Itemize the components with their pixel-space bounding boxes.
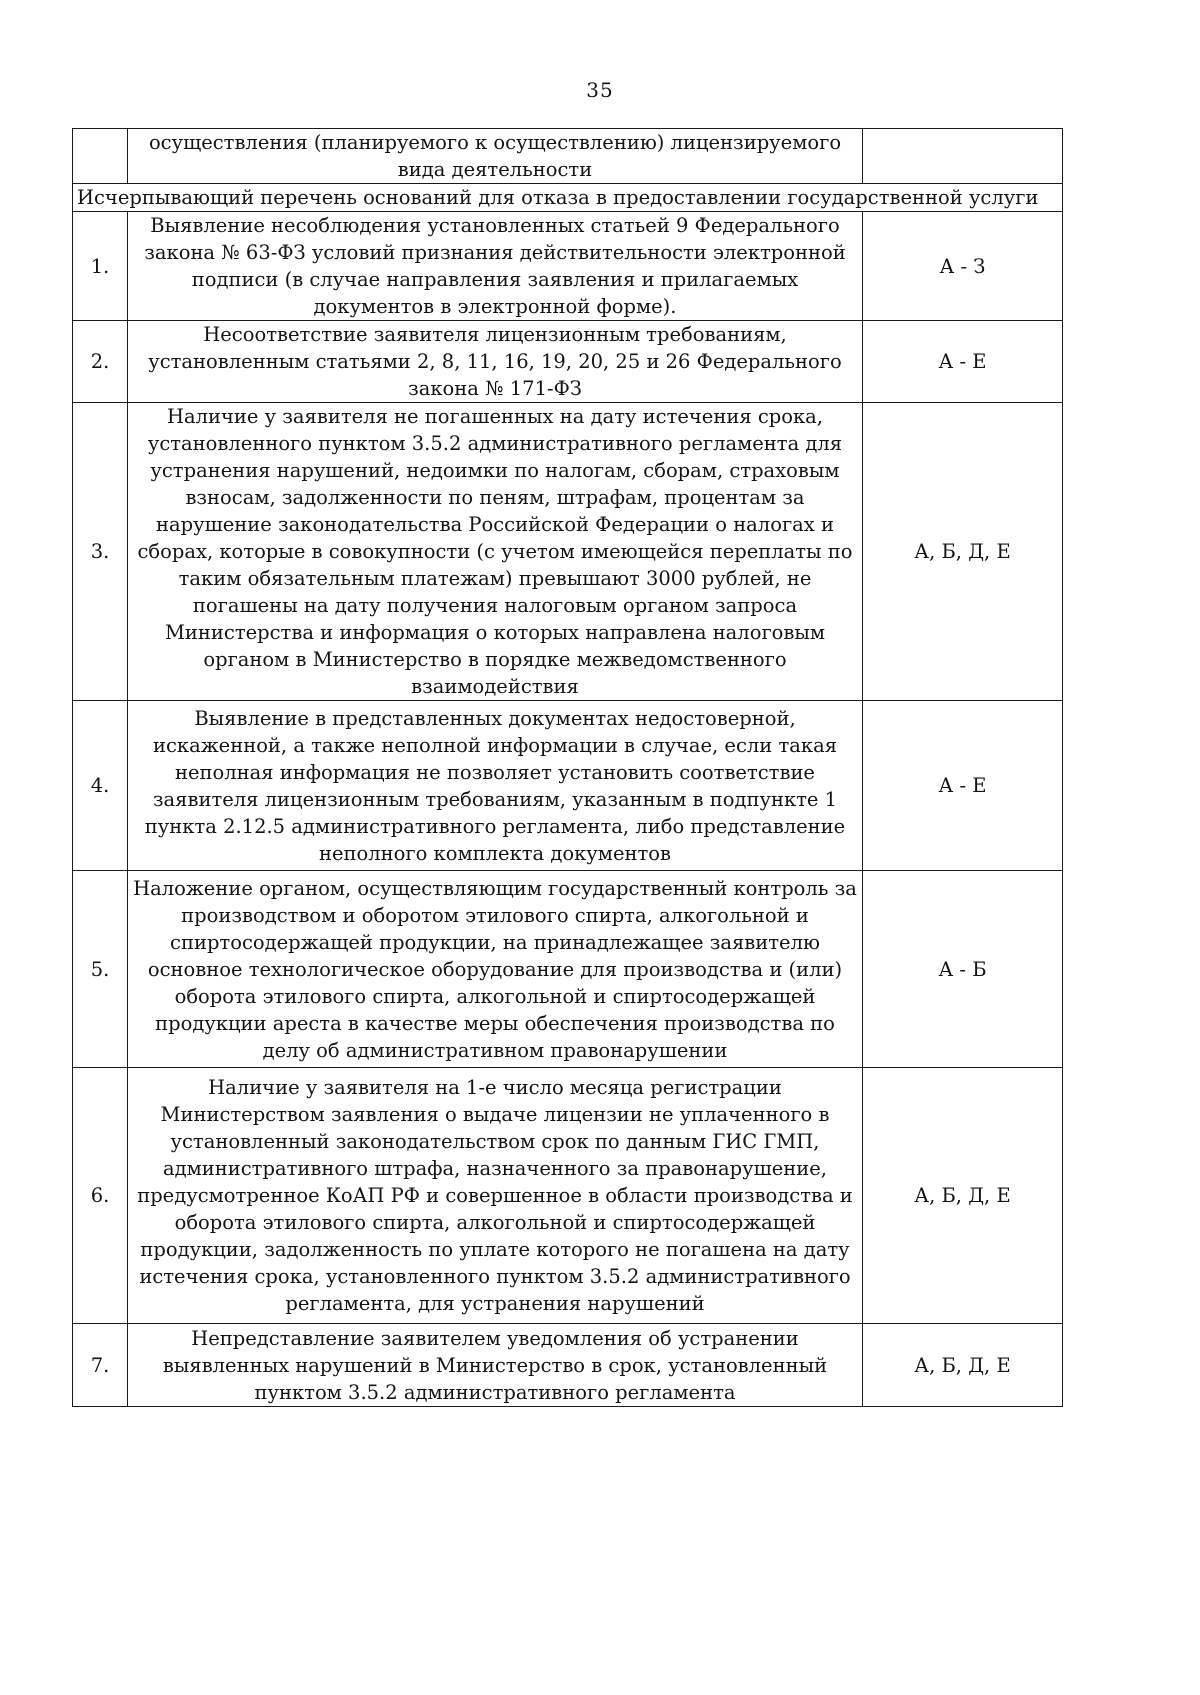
row-text: Наличие у заявителя на 1-е число месяца регистрации Министерством заявления о выдаче лицензии не уплаченного в установленный законодательством срок по данным ГИС ГМП, административного штрафа, назначенного за правонарушение, предусмотренное КоАП РФ и совершенное в области производства и оборота этилового спирта, алкогольной и спиртосодержащей продукции, задолженность по уплате которого не погашена на дату истечения срока, установленного пунктом 3.5.2 административного регламента, для устранения нарушений bbox=[128, 1068, 863, 1324]
table-row bbox=[73, 403, 1063, 701]
row-number: 1. bbox=[73, 212, 128, 321]
continuation-text: осуществления (планируемого к осуществлению) лицензируемого вида деятельности bbox=[128, 129, 863, 184]
row-codes: А - З bbox=[863, 212, 1063, 321]
row-text: Непредставление заявителем уведомления об устранении выявленных нарушений в Министерство в срок, установленный пунктом 3.5.2 административного регламента bbox=[128, 1324, 863, 1407]
row-text: Выявление несоблюдения установленных статьей 9 Федерального закона № 63-ФЗ условий признания действительности электронной подписи (в случае направления заявления и прилагаемых документов в электронной форме). bbox=[128, 212, 863, 321]
row-codes: А - Е bbox=[863, 701, 1063, 871]
row-number: 3. bbox=[73, 403, 128, 701]
table-row bbox=[73, 321, 1063, 403]
row-text: Наложение органом, осуществляющим государственный контроль за производством и оборотом этилового спирта, алкогольной и спиртосодержащей продукции, на принадлежащее заявителю основное технологическое оборудование для производства и (или) оборота этилового спирта, алкогольной и спиртосодержащей продукции ареста в качестве меры обеспечения производства по делу об административном правонарушении bbox=[128, 871, 863, 1068]
table-section-header-row bbox=[73, 184, 1063, 212]
row-number: 6. bbox=[73, 1068, 128, 1324]
row-codes-cell bbox=[863, 129, 1063, 184]
row-codes: А, Б, Д, Е bbox=[863, 403, 1063, 701]
row-text: Наличие у заявителя не погашенных на дату истечения срока, установленного пунктом 3.5.2 административного регламента для устранения нарушений, недоимки по налогам, сборам, страховым взносам, задолженности по пеням, штрафам, процентам за нарушение законодательства Российской Федерации о налогах и сборах, которые в совокупности (с учетом имеющейся переплаты по таким обязательным платежам) превышают 3000 рублей, не погашены на дату получения налоговым органом запроса Министерства и информация о которых направлена налоговым органом в Министерство в порядке межведомственного взаимодействия bbox=[128, 403, 863, 701]
row-number: 7. bbox=[73, 1324, 128, 1407]
row-codes: А, Б, Д, Е bbox=[863, 1324, 1063, 1407]
row-text: Несоответствие заявителя лицензионным требованиям, установленным статьями 2, 8, 11, 16, 19, 20, 25 и 26 Федерального закона № 171-ФЗ bbox=[128, 321, 863, 403]
refusal-grounds-table bbox=[72, 128, 1063, 1407]
row-number: 5. bbox=[73, 871, 128, 1068]
table-row bbox=[73, 212, 1063, 321]
row-codes: А - Б bbox=[863, 871, 1063, 1068]
row-codes: А - Е bbox=[863, 321, 1063, 403]
page-number: 35 bbox=[586, 78, 614, 102]
row-number: 2. bbox=[73, 321, 128, 403]
row-codes: А, Б, Д, Е bbox=[863, 1068, 1063, 1324]
table-row bbox=[73, 1068, 1063, 1324]
row-text: Выявление в представленных документах недостоверной, искаженной, а также неполной информации в случае, если такая неполная информация не позволяет установить соответствие заявителя лицензионным требованиям, указанным в подпункте 1 пункта 2.12.5 административного регламента, либо представление неполного комплекта документов bbox=[128, 701, 863, 871]
table-row bbox=[73, 871, 1063, 1068]
table-row bbox=[73, 1324, 1063, 1407]
table-row-continuation bbox=[73, 129, 1063, 184]
section-title: Исчерпывающий перечень оснований для отказа в предоставлении государственной услуги bbox=[73, 184, 1063, 212]
table-row bbox=[73, 701, 1063, 871]
row-number: 4. bbox=[73, 701, 128, 871]
row-number-cell bbox=[73, 129, 128, 184]
